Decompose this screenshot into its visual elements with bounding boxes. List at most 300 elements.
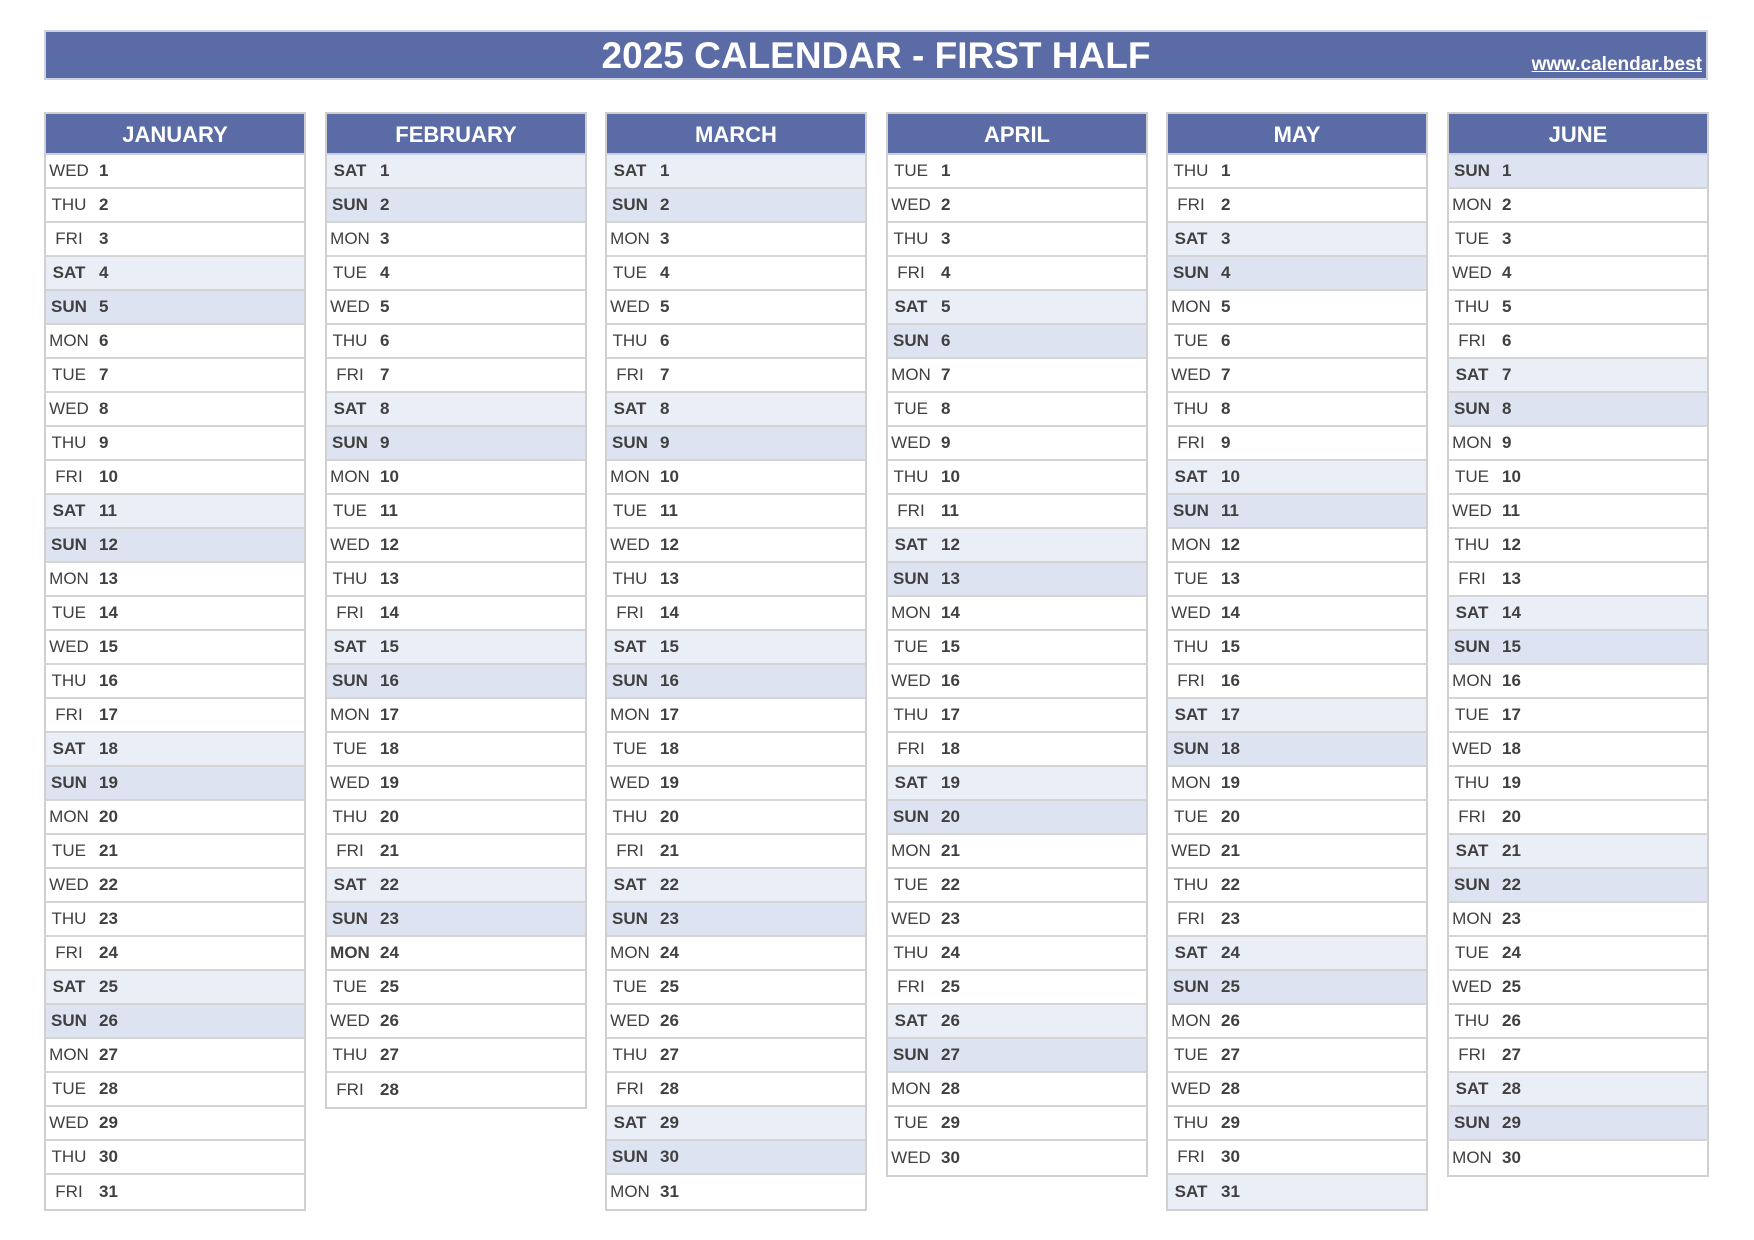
day-row	[46, 903, 304, 937]
day-row	[1449, 325, 1707, 359]
day-number: 10	[1502, 467, 1521, 486]
day-number: 21	[99, 841, 118, 860]
day-row	[607, 427, 865, 461]
weekday-label: SUN	[51, 535, 87, 554]
day-number: 5	[660, 297, 670, 316]
day-row	[888, 801, 1146, 835]
day-row	[1449, 1107, 1707, 1141]
day-row	[888, 393, 1146, 427]
weekday-label: FRI	[616, 603, 644, 622]
weekday-label: THU	[1173, 1113, 1209, 1132]
month-header: MAY	[1168, 114, 1426, 155]
weekday-label: FRI	[897, 977, 925, 996]
day-row	[607, 461, 865, 495]
day-row	[1449, 393, 1707, 427]
day-number: 20	[1221, 807, 1240, 826]
day-number: 27	[1502, 1045, 1521, 1064]
day-row	[1168, 903, 1426, 937]
day-row	[1168, 461, 1426, 495]
day-row	[1168, 699, 1426, 733]
weekday-label: SAT	[1174, 229, 1208, 248]
weekday-label: TUE	[894, 637, 928, 656]
weekday-label: THU	[1454, 535, 1490, 554]
day-number: 9	[99, 433, 109, 452]
day-row	[888, 1005, 1146, 1039]
day-row	[46, 1039, 304, 1073]
day-row	[1449, 767, 1707, 801]
day-row	[607, 257, 865, 291]
day-row	[1449, 291, 1707, 325]
day-number: 23	[1221, 909, 1240, 928]
day-number: 4	[1221, 263, 1231, 282]
day-number: 20	[1502, 807, 1521, 826]
weekday-label: SAT	[613, 1113, 647, 1132]
day-number: 31	[660, 1182, 679, 1201]
day-number: 16	[1221, 671, 1240, 690]
day-number: 25	[660, 977, 679, 996]
day-row	[1449, 1141, 1707, 1175]
day-number: 23	[941, 909, 960, 928]
day-row	[888, 495, 1146, 529]
weekday-label: SAT	[613, 399, 647, 418]
day-number: 19	[380, 773, 399, 792]
day-number: 14	[1221, 603, 1240, 622]
day-row	[888, 937, 1146, 971]
weekday-label: WED	[1452, 977, 1492, 996]
weekday-label: SAT	[894, 1011, 928, 1030]
weekday-label: WED	[1171, 841, 1211, 860]
day-row	[1168, 835, 1426, 869]
day-list	[607, 155, 865, 1209]
day-row	[46, 529, 304, 563]
weekday-label: SUN	[612, 909, 648, 928]
weekday-label: FRI	[55, 943, 83, 962]
weekday-label: SAT	[894, 773, 928, 792]
day-row	[1449, 733, 1707, 767]
month-header: APRIL	[888, 114, 1146, 155]
day-number: 24	[1221, 943, 1240, 962]
day-list	[1168, 155, 1426, 1209]
day-number: 25	[99, 977, 118, 996]
day-number: 17	[1221, 705, 1240, 724]
weekday-label: THU	[1173, 875, 1209, 894]
day-number: 30	[1502, 1148, 1521, 1167]
day-row	[327, 495, 585, 529]
weekday-label: FRI	[55, 705, 83, 724]
day-row	[888, 223, 1146, 257]
day-number: 2	[1502, 195, 1512, 214]
day-number: 7	[1502, 365, 1512, 384]
day-row	[46, 155, 304, 189]
weekday-label: TUE	[1455, 705, 1489, 724]
day-number: 31	[1221, 1182, 1240, 1201]
day-row	[327, 155, 585, 189]
weekday-label: TUE	[1174, 569, 1208, 588]
day-number: 25	[1502, 977, 1521, 996]
day-row	[46, 597, 304, 631]
day-number: 21	[660, 841, 679, 860]
day-row	[327, 325, 585, 359]
weekday-label: THU	[51, 671, 87, 690]
weekday-label: WED	[330, 1011, 370, 1030]
day-row	[327, 1073, 585, 1107]
day-number: 8	[99, 399, 109, 418]
weekday-label: MON	[610, 229, 650, 248]
day-number: 4	[941, 263, 951, 282]
day-row	[888, 257, 1146, 291]
weekday-label: SUN	[612, 1147, 648, 1166]
day-number: 9	[1221, 433, 1231, 452]
day-number: 14	[99, 603, 118, 622]
weekday-label: FRI	[1458, 1045, 1486, 1064]
day-number: 3	[1221, 229, 1231, 248]
day-number: 13	[1221, 569, 1240, 588]
weekday-label: FRI	[336, 603, 364, 622]
day-number: 8	[941, 399, 951, 418]
day-row	[607, 529, 865, 563]
weekday-label: THU	[893, 467, 929, 486]
weekday-label: WED	[330, 297, 370, 316]
day-row	[46, 1107, 304, 1141]
day-number: 13	[660, 569, 679, 588]
day-number: 29	[99, 1113, 118, 1132]
day-row	[888, 291, 1146, 325]
day-row	[1449, 971, 1707, 1005]
day-number: 8	[1221, 399, 1231, 418]
day-row	[1168, 1039, 1426, 1073]
day-number: 2	[660, 195, 670, 214]
weekday-label: SAT	[1455, 603, 1489, 622]
day-row	[46, 631, 304, 665]
day-row	[607, 631, 865, 665]
title-banner	[44, 30, 1708, 80]
day-number: 10	[1221, 467, 1240, 486]
day-row	[607, 495, 865, 529]
day-row	[1449, 1039, 1707, 1073]
weekday-label: FRI	[336, 1080, 364, 1099]
day-row	[46, 801, 304, 835]
day-row	[46, 393, 304, 427]
day-row	[327, 1039, 585, 1073]
day-row	[888, 155, 1146, 189]
month-header: JANUARY	[46, 114, 304, 155]
day-row	[607, 1141, 865, 1175]
day-row	[1168, 257, 1426, 291]
day-row	[1168, 563, 1426, 597]
weekday-label: FRI	[897, 739, 925, 758]
month-february	[325, 112, 587, 1109]
day-number: 2	[99, 195, 109, 214]
day-number: 20	[380, 807, 399, 826]
weekday-label: THU	[332, 331, 368, 350]
weekday-label: SAT	[1455, 1079, 1489, 1098]
day-number: 8	[660, 399, 670, 418]
day-number: 7	[99, 365, 109, 384]
day-row	[888, 835, 1146, 869]
weekday-label: THU	[1173, 637, 1209, 656]
weekday-label: FRI	[336, 365, 364, 384]
day-number: 6	[380, 331, 390, 350]
day-row	[46, 291, 304, 325]
day-row	[607, 393, 865, 427]
day-number: 9	[380, 433, 390, 452]
day-row	[888, 597, 1146, 631]
day-number: 21	[1221, 841, 1240, 860]
day-number: 29	[660, 1113, 679, 1132]
day-row	[888, 189, 1146, 223]
day-row	[327, 257, 585, 291]
weekday-label: MON	[1452, 671, 1492, 690]
day-number: 26	[99, 1011, 118, 1030]
day-row	[888, 359, 1146, 393]
weekday-label: FRI	[55, 229, 83, 248]
day-number: 26	[660, 1011, 679, 1030]
weekday-label: TUE	[333, 739, 367, 758]
day-row	[46, 665, 304, 699]
day-number: 19	[1502, 773, 1521, 792]
day-number: 1	[380, 161, 390, 180]
weekday-label: MON	[330, 467, 370, 486]
day-number: 29	[1502, 1113, 1521, 1132]
weekday-label: WED	[49, 875, 89, 894]
day-number: 31	[99, 1182, 118, 1201]
day-row	[607, 359, 865, 393]
day-number: 24	[99, 943, 118, 962]
weekday-label: SAT	[1174, 943, 1208, 962]
weekday-label: SUN	[1173, 739, 1209, 758]
day-row	[1449, 631, 1707, 665]
weekday-label: THU	[51, 1147, 87, 1166]
day-number: 17	[1502, 705, 1521, 724]
weekday-label: TUE	[52, 841, 86, 860]
day-row	[888, 869, 1146, 903]
weekday-label: MON	[1452, 909, 1492, 928]
weekday-label: FRI	[897, 263, 925, 282]
day-number: 11	[1502, 501, 1520, 520]
day-number: 23	[1502, 909, 1521, 928]
day-row	[607, 699, 865, 733]
weekday-label: SAT	[52, 977, 86, 996]
day-number: 15	[380, 637, 399, 656]
day-number: 27	[99, 1045, 118, 1064]
month-march	[605, 112, 867, 1211]
weekday-label: SAT	[613, 875, 647, 894]
day-row	[46, 563, 304, 597]
day-number: 27	[1221, 1045, 1240, 1064]
day-number: 21	[1502, 841, 1521, 860]
day-row	[1168, 767, 1426, 801]
day-row	[1449, 699, 1707, 733]
weekday-label: TUE	[333, 501, 367, 520]
day-number: 29	[1221, 1113, 1240, 1132]
weekday-label: FRI	[1177, 433, 1205, 452]
day-number: 14	[660, 603, 679, 622]
day-number: 16	[380, 671, 399, 690]
weekday-label: SAT	[52, 263, 86, 282]
day-row	[1449, 461, 1707, 495]
day-number: 1	[660, 161, 670, 180]
weekday-label: MON	[610, 467, 650, 486]
day-row	[1168, 359, 1426, 393]
day-number: 22	[99, 875, 118, 894]
day-number: 29	[941, 1113, 960, 1132]
month-june	[1447, 112, 1709, 1177]
day-row	[1449, 665, 1707, 699]
weekday-label: THU	[1454, 1011, 1490, 1030]
day-number: 21	[941, 841, 960, 860]
day-number: 19	[1221, 773, 1240, 792]
day-number: 18	[1502, 739, 1521, 758]
day-number: 20	[660, 807, 679, 826]
weekday-label: TUE	[1174, 331, 1208, 350]
weekday-label: FRI	[1458, 569, 1486, 588]
weekday-label: WED	[1452, 739, 1492, 758]
weekday-label: TUE	[613, 263, 647, 282]
day-number: 17	[99, 705, 118, 724]
weekday-label: WED	[1171, 603, 1211, 622]
day-number: 24	[941, 943, 960, 962]
weekday-label: SUN	[893, 569, 929, 588]
day-row	[607, 937, 865, 971]
weekday-label: MON	[610, 943, 650, 962]
weekday-label: SUN	[893, 331, 929, 350]
weekday-label: SUN	[51, 297, 87, 316]
day-number: 15	[1502, 637, 1521, 656]
month-april	[886, 112, 1148, 1177]
day-number: 17	[380, 705, 399, 724]
day-row	[327, 563, 585, 597]
weekday-label: THU	[612, 807, 648, 826]
weekday-label: SAT	[333, 399, 367, 418]
day-number: 16	[660, 671, 679, 690]
weekday-label: TUE	[52, 1079, 86, 1098]
weekday-label: SUN	[51, 773, 87, 792]
day-number: 10	[941, 467, 960, 486]
weekday-label: WED	[1171, 365, 1211, 384]
day-row	[888, 461, 1146, 495]
day-row	[46, 257, 304, 291]
day-number: 14	[941, 603, 960, 622]
day-row	[1168, 529, 1426, 563]
day-number: 15	[1221, 637, 1240, 656]
day-number: 30	[660, 1147, 679, 1166]
website-link[interactable]: www.calendar.best	[1531, 54, 1702, 75]
day-number: 28	[941, 1079, 960, 1098]
day-number: 24	[660, 943, 679, 962]
weekday-label: FRI	[55, 467, 83, 486]
weekday-label: MON	[1171, 773, 1211, 792]
day-number: 3	[99, 229, 109, 248]
day-number: 19	[99, 773, 118, 792]
weekday-label: THU	[51, 433, 87, 452]
day-number: 10	[99, 467, 118, 486]
day-row	[607, 325, 865, 359]
day-number: 19	[941, 773, 960, 792]
day-number: 17	[660, 705, 679, 724]
weekday-label: THU	[893, 705, 929, 724]
day-row	[607, 801, 865, 835]
day-number: 6	[660, 331, 670, 350]
day-row	[327, 971, 585, 1005]
day-row	[1449, 801, 1707, 835]
day-row	[327, 597, 585, 631]
day-number: 8	[380, 399, 390, 418]
day-row	[1168, 971, 1426, 1005]
day-row	[607, 665, 865, 699]
day-row	[327, 223, 585, 257]
weekday-label: MON	[1452, 195, 1492, 214]
day-row	[327, 529, 585, 563]
day-row	[888, 325, 1146, 359]
day-number: 8	[1502, 399, 1512, 418]
weekday-label: WED	[891, 195, 931, 214]
day-number: 4	[99, 263, 109, 282]
day-row	[888, 903, 1146, 937]
weekday-label: SAT	[894, 297, 928, 316]
day-list	[46, 155, 304, 1209]
day-row	[1168, 631, 1426, 665]
weekday-label: SUN	[1454, 1113, 1490, 1132]
day-row	[46, 223, 304, 257]
weekday-label: FRI	[55, 1182, 83, 1201]
day-number: 5	[99, 297, 109, 316]
day-row	[607, 835, 865, 869]
weekday-label: SUN	[893, 807, 929, 826]
day-row	[888, 699, 1146, 733]
day-row	[327, 801, 585, 835]
day-number: 27	[941, 1045, 960, 1064]
day-row	[1168, 1005, 1426, 1039]
day-number: 23	[99, 909, 118, 928]
weekday-label: WED	[610, 1011, 650, 1030]
day-number: 10	[380, 467, 399, 486]
day-row	[888, 1141, 1146, 1175]
weekday-label: WED	[891, 1148, 931, 1167]
day-row	[1168, 1141, 1426, 1175]
weekday-label: WED	[610, 297, 650, 316]
weekday-label: SAT	[894, 535, 928, 554]
day-row	[607, 903, 865, 937]
day-row	[607, 1039, 865, 1073]
weekday-label: TUE	[1455, 943, 1489, 962]
weekday-label: THU	[1173, 161, 1209, 180]
weekday-label: SUN	[1454, 637, 1490, 656]
day-row	[607, 223, 865, 257]
weekday-label: MON	[1171, 535, 1211, 554]
day-row	[888, 733, 1146, 767]
day-row	[888, 1039, 1146, 1073]
day-row	[607, 291, 865, 325]
weekday-label: MON	[1452, 433, 1492, 452]
day-row	[1449, 869, 1707, 903]
day-row	[46, 461, 304, 495]
weekday-label: TUE	[52, 365, 86, 384]
month-january	[44, 112, 306, 1211]
day-row	[607, 597, 865, 631]
day-row	[1449, 903, 1707, 937]
day-row	[46, 427, 304, 461]
day-number: 19	[660, 773, 679, 792]
weekday-label: SAT	[333, 637, 367, 656]
day-row	[1449, 1005, 1707, 1039]
day-row	[607, 971, 865, 1005]
day-number: 12	[1221, 535, 1240, 554]
day-row	[1168, 291, 1426, 325]
day-row	[46, 1073, 304, 1107]
day-number: 28	[1502, 1079, 1521, 1098]
day-row	[327, 427, 585, 461]
weekday-label: WED	[330, 773, 370, 792]
